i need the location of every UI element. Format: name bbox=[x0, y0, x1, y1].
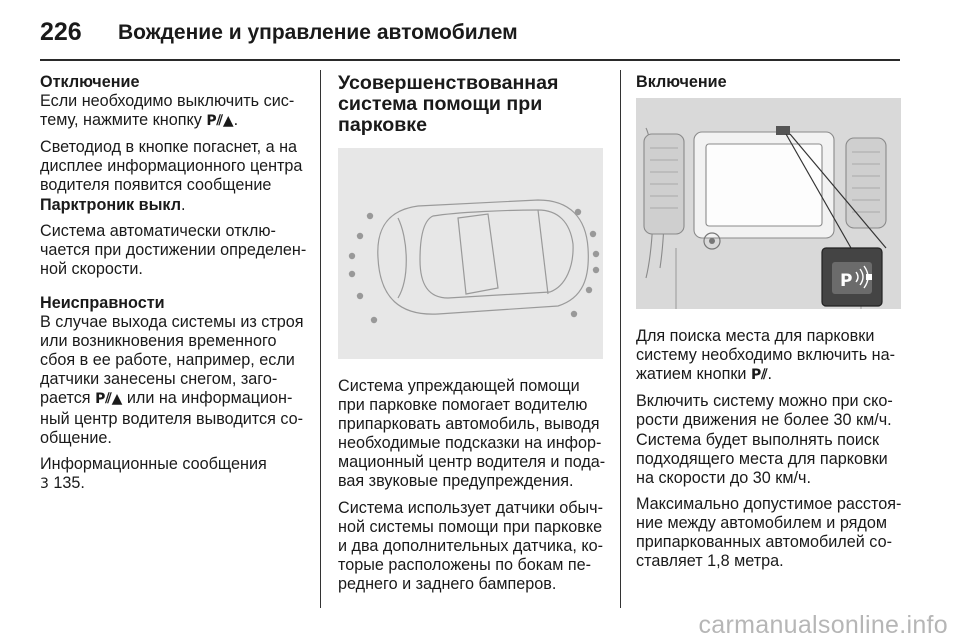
off-text bbox=[40, 92, 312, 131]
fault-text bbox=[40, 313, 312, 448]
header-rule bbox=[40, 59, 900, 61]
parktronic-off-message: Парктроник выкл bbox=[40, 195, 182, 214]
page-number: 226 bbox=[40, 18, 82, 46]
dashboard-illustration bbox=[636, 98, 901, 309]
led-text-end: . bbox=[181, 195, 186, 214]
led-text bbox=[40, 138, 312, 214]
enable-heading: Включение bbox=[636, 73, 727, 91]
parking-warning-icon: P⫽▲ bbox=[95, 391, 123, 408]
enable-para-1-end: . bbox=[767, 365, 772, 384]
enable-para-2: Включить систему можно при ско- рости движения не более 30 км/ч. Система будет выполнять поиск подходящего места для парковки на скорости до 30 км/ч. bbox=[636, 392, 893, 487]
reference-page: 135. bbox=[48, 473, 85, 492]
page-reference[interactable] bbox=[40, 474, 312, 494]
car-sensor-illustration bbox=[338, 148, 603, 359]
watermark: carmanualsonline.info bbox=[698, 611, 948, 639]
button-p-label: P bbox=[840, 271, 853, 292]
car-top-view-icon bbox=[338, 148, 603, 359]
column-divider-1 bbox=[320, 70, 321, 608]
enable-para-1-part: Для поиска места для парковки систему необходимо включить на- жатием кнопки bbox=[636, 327, 895, 384]
fault-heading: Неисправности bbox=[40, 293, 165, 312]
reference-arrow-icon: 3 bbox=[40, 475, 49, 492]
info-messages-label: Информационные сообщения bbox=[40, 454, 267, 473]
page-header bbox=[40, 14, 900, 54]
enable-para-3: Максимально допустимое расстоя- ние между автомобилем и рядом припаркованных автомобилей со- ставляет 1,8 метра. bbox=[636, 494, 902, 571]
column-divider-2 bbox=[620, 70, 621, 608]
page-title: Вождение и управление автомобилем bbox=[118, 21, 518, 44]
column-1 bbox=[40, 73, 312, 494]
parking-button-icon: P⫽▲ bbox=[206, 113, 234, 130]
enable-para-1 bbox=[636, 327, 908, 385]
section-para-2: Система использует датчики обыч- ной системы помощи при парковке и два дополнительных датчика, ко- торые расположены по бокам пе- реднего и заднего бамперов. bbox=[338, 498, 604, 593]
off-text-end: . bbox=[233, 111, 239, 130]
fault-text-end: или на информацион- ный центр водителя выводится со- общение. bbox=[40, 389, 304, 447]
column-3 bbox=[636, 73, 908, 578]
section-heading: Усовершенствованная система помощи при парковке bbox=[338, 72, 559, 136]
led-text-part: Светодиод в кнопке погаснет, а на дисплее информационного центра водителя появится сообщение bbox=[40, 138, 303, 195]
parking-assist-button-icon: P⫽ bbox=[750, 367, 768, 384]
fault-text-part: В случае выхода системы из строя или возникновения временного сбоя в ее работе, например, если датчики занесены снегом, заго- рается bbox=[40, 313, 304, 408]
column-2 bbox=[338, 73, 610, 601]
auto-off-text: Система автоматически отклю- чается при достижении определен- ной скорости. bbox=[40, 221, 307, 278]
section-para-1: Система упреждающей помощи при парковке помогает водителю припарковать автомобиль, выводя необходимые подсказки на инфор- мационный центр водителя и пода- вая звуковые предупреждения. bbox=[338, 377, 606, 491]
off-text-part: Если необходимо выключить сис- тему, нажмите кнопку bbox=[40, 92, 295, 130]
off-heading: Отключение bbox=[40, 73, 140, 91]
dashboard-photo-icon bbox=[636, 98, 901, 309]
